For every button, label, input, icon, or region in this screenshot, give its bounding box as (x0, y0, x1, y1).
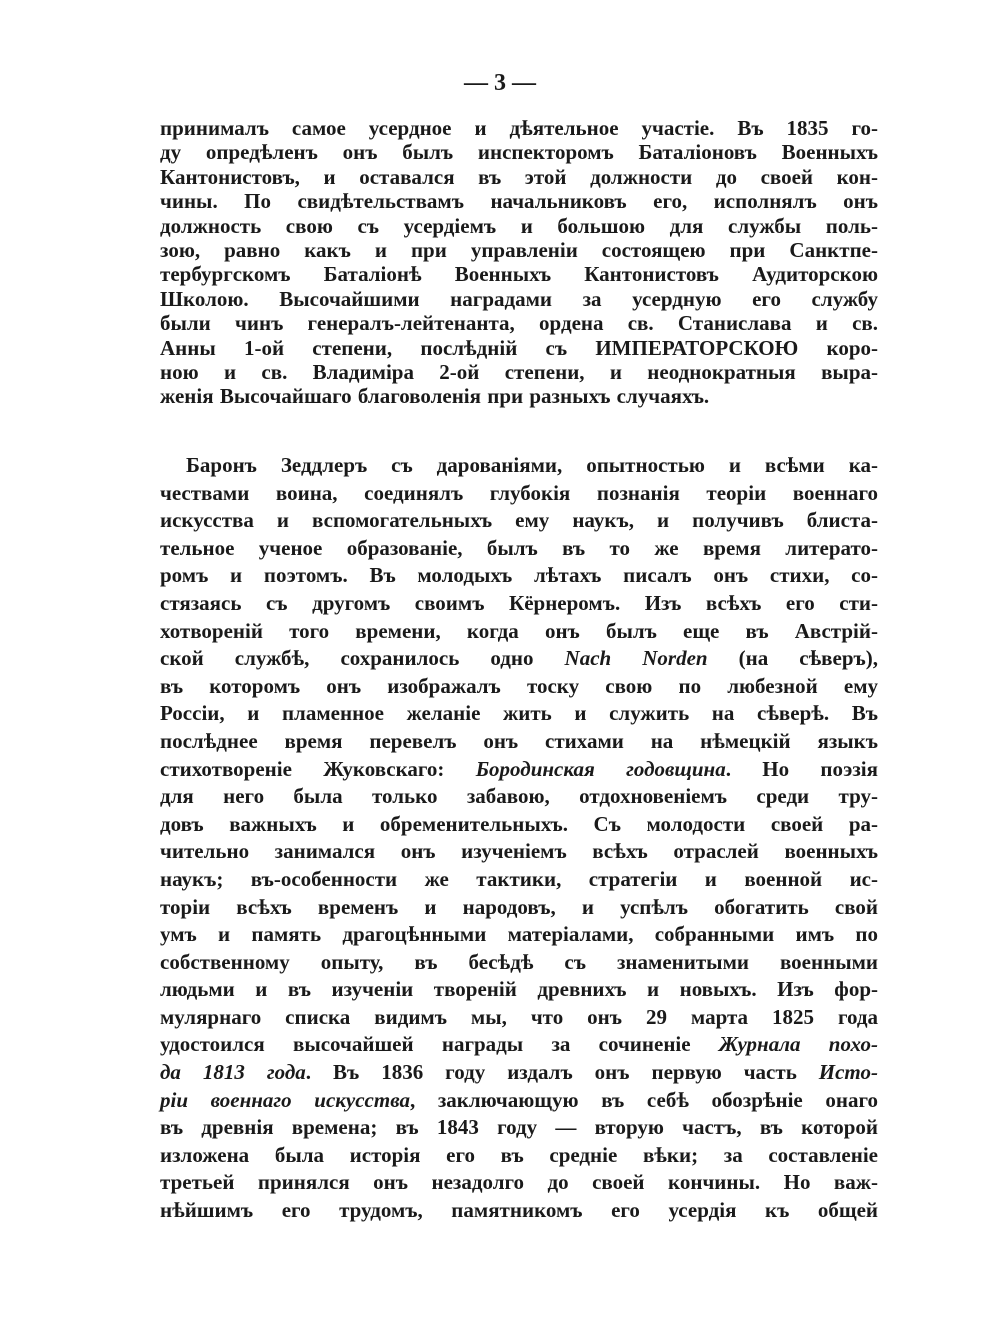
text-segment: ромъ и поэтомъ. Въ молодыхъ лѣтахъ писалъ онъ стихи, со- (160, 563, 878, 588)
text-segment: въ которомъ онъ изображалъ тоску свою по любезной ему (160, 673, 878, 698)
text-line (160, 590, 878, 618)
text-segment: (на сѣверъ), (707, 646, 878, 671)
text-line (160, 1087, 878, 1115)
text-line (160, 1169, 878, 1197)
text-segment: хотвореній того времени, когда онъ былъ еще въ Австрій- (160, 618, 878, 643)
text-segment: стязаясь съ другомъ своимъ Кёрнеромъ. Изъ всѣхъ его сти- (160, 590, 878, 615)
text-segment: ною и св. Владиміра 2-ой степени, и неоднократныя выра- (160, 359, 878, 384)
text-line (160, 452, 878, 480)
text-line (160, 921, 878, 949)
text-segment: искусства и вспомогательныхъ ему наукъ, и получивъ блиста- (160, 508, 878, 533)
text-line (160, 728, 878, 756)
text-segment: ской службѣ, сохранилось одно (160, 646, 565, 671)
text-line (160, 811, 878, 839)
text-segment: людьми и въ изученіи твореній древнихъ и новыхъ. Изъ фор- (160, 977, 878, 1002)
text-line (160, 480, 878, 508)
text-segment: . Въ 1836 году издалъ онъ первую часть (305, 1060, 819, 1085)
page-number: — 3 — (464, 70, 536, 96)
text-segment: чительно занимался онъ изученіемъ всѣхъ отраслей военныхъ (160, 839, 878, 864)
text-line (160, 1114, 878, 1142)
text-segment: женія Высочайшаго благоволенія при разныхъ случаяхъ. (160, 384, 710, 409)
text-segment: Школою. Высочайшими наградами за усердную его службу (160, 286, 878, 311)
text-line (160, 140, 878, 164)
text-segment: умъ и память драгоцѣнными матеріалами, собранными имъ по (160, 922, 878, 947)
text-line (160, 618, 878, 646)
paragraph-1 (160, 116, 878, 409)
italic-text: Исто- (818, 1060, 878, 1085)
text-line (160, 562, 878, 590)
italic-text: ріи военнаго искусства (160, 1087, 410, 1112)
text-line (160, 238, 878, 262)
text-segment: мулярнаго списка видимъ мы, что онъ 29 марта 1825 года (160, 1004, 878, 1029)
text-segment: послѣднее время перевелъ онъ стихами на нѣмецкій языкъ (160, 728, 878, 753)
text-line (160, 1142, 878, 1170)
text-line (160, 976, 878, 1004)
text-segment: въ древнія времена; въ 1843 году — вторую частъ, въ которой (160, 1115, 878, 1140)
text-line (160, 384, 878, 408)
italic-text: Nach Norden (564, 646, 708, 671)
text-segment: . Но поэзія (725, 756, 878, 781)
text-line (160, 673, 878, 701)
text-line (160, 783, 878, 811)
text-line (160, 866, 878, 894)
text-line (160, 645, 878, 673)
text-line (160, 949, 878, 977)
text-segment: ду опредѣленъ онъ былъ инспекторомъ Баталіоновъ Военныхъ (160, 140, 878, 165)
text-segment: принималъ самое усердное и дѣятельное участіе. Въ 1835 го- (160, 116, 878, 140)
text-line (160, 311, 878, 335)
text-segment: Россіи, и пламенное желаніе жить и служить на сѣверѣ. Въ (160, 701, 878, 726)
text-segment: стихотвореніе Жуковскаго: (160, 756, 476, 781)
text-segment: удостоился высочайшей награды за сочиненіе (160, 1032, 719, 1057)
text-segment: Баронъ Зеддлеръ съ дарованіями, опытностью и всѣми ка- (186, 453, 878, 477)
text-segment: чествами воина, соединялъ глубокія познанія теоріи военнаго (160, 480, 878, 505)
italic-text: Бородинская годовщина (475, 756, 726, 781)
text-segment: чины. По свидѣтельствамъ начальниковъ его, исполнялъ онъ (160, 189, 878, 214)
paragraph-2 (160, 452, 878, 1225)
text-segment: наукъ; въ-особенности же тактики, стратегіи и военной ис- (160, 866, 878, 891)
text-line (160, 1197, 878, 1225)
text-segment: торіи всѣхъ временъ и народовъ, и успѣлъ обогатить свой (160, 894, 878, 919)
text-line (160, 165, 878, 189)
text-segment: тельное ученое образованіе, былъ въ то же время литерато- (160, 535, 878, 560)
text-segment: , заключающую въ себѣ обозрѣніе онаго (409, 1087, 878, 1112)
text-line (160, 1004, 878, 1032)
text-segment: Анны 1-ой степени, послѣдній съ ИМПЕРАТОРСКОЮ коро- (160, 335, 878, 360)
text-line (160, 1031, 878, 1059)
text-line (160, 535, 878, 563)
text-segment: тербургскомъ Баталіонѣ Военныхъ Кантонистовъ Аудиторскою (160, 262, 878, 287)
text-segment: изложена была исторія его въ средніе вѣки; за составленіе (160, 1142, 878, 1167)
text-line (160, 700, 878, 728)
text-line (160, 756, 878, 784)
text-segment: довъ важныхъ и обременительныхъ. Съ молодости своей ра- (160, 811, 878, 836)
text-segment: Кантонистовъ, и оставался въ этой должности до своей кон- (160, 164, 878, 189)
text-segment: зою, равно какъ и при управленіи состоящею при Санктпе- (160, 237, 878, 262)
text-segment: были чинъ генералъ-лейтенанта, ордена св. Станислава и св. (160, 311, 878, 336)
text-line (160, 262, 878, 286)
text-line (160, 894, 878, 922)
text-segment: третьей принялся онъ незадолго до своей кончины. Но важ- (160, 1170, 878, 1195)
text-line (160, 838, 878, 866)
italic-text: Журнала похо- (718, 1032, 878, 1057)
text-line (160, 116, 878, 140)
italic-text: да 1813 года (160, 1060, 306, 1085)
text-segment: должность свою съ усердіемъ и большою для службы поль- (160, 213, 878, 238)
text-line (160, 214, 878, 238)
text-line (160, 1059, 878, 1087)
text-line (160, 189, 878, 213)
text-line (160, 287, 878, 311)
text-segment: собственному опыту, въ бесѣдѣ съ знаменитыми военными (160, 949, 878, 974)
text-line (160, 360, 878, 384)
text-segment: для него была только забавою, отдохновеніемъ среди тру- (160, 784, 878, 809)
text-line (160, 336, 878, 360)
text-line (160, 507, 878, 535)
text-segment: нѣйшимъ его трудомъ, памятникомъ его усердія къ общей (160, 1198, 878, 1223)
